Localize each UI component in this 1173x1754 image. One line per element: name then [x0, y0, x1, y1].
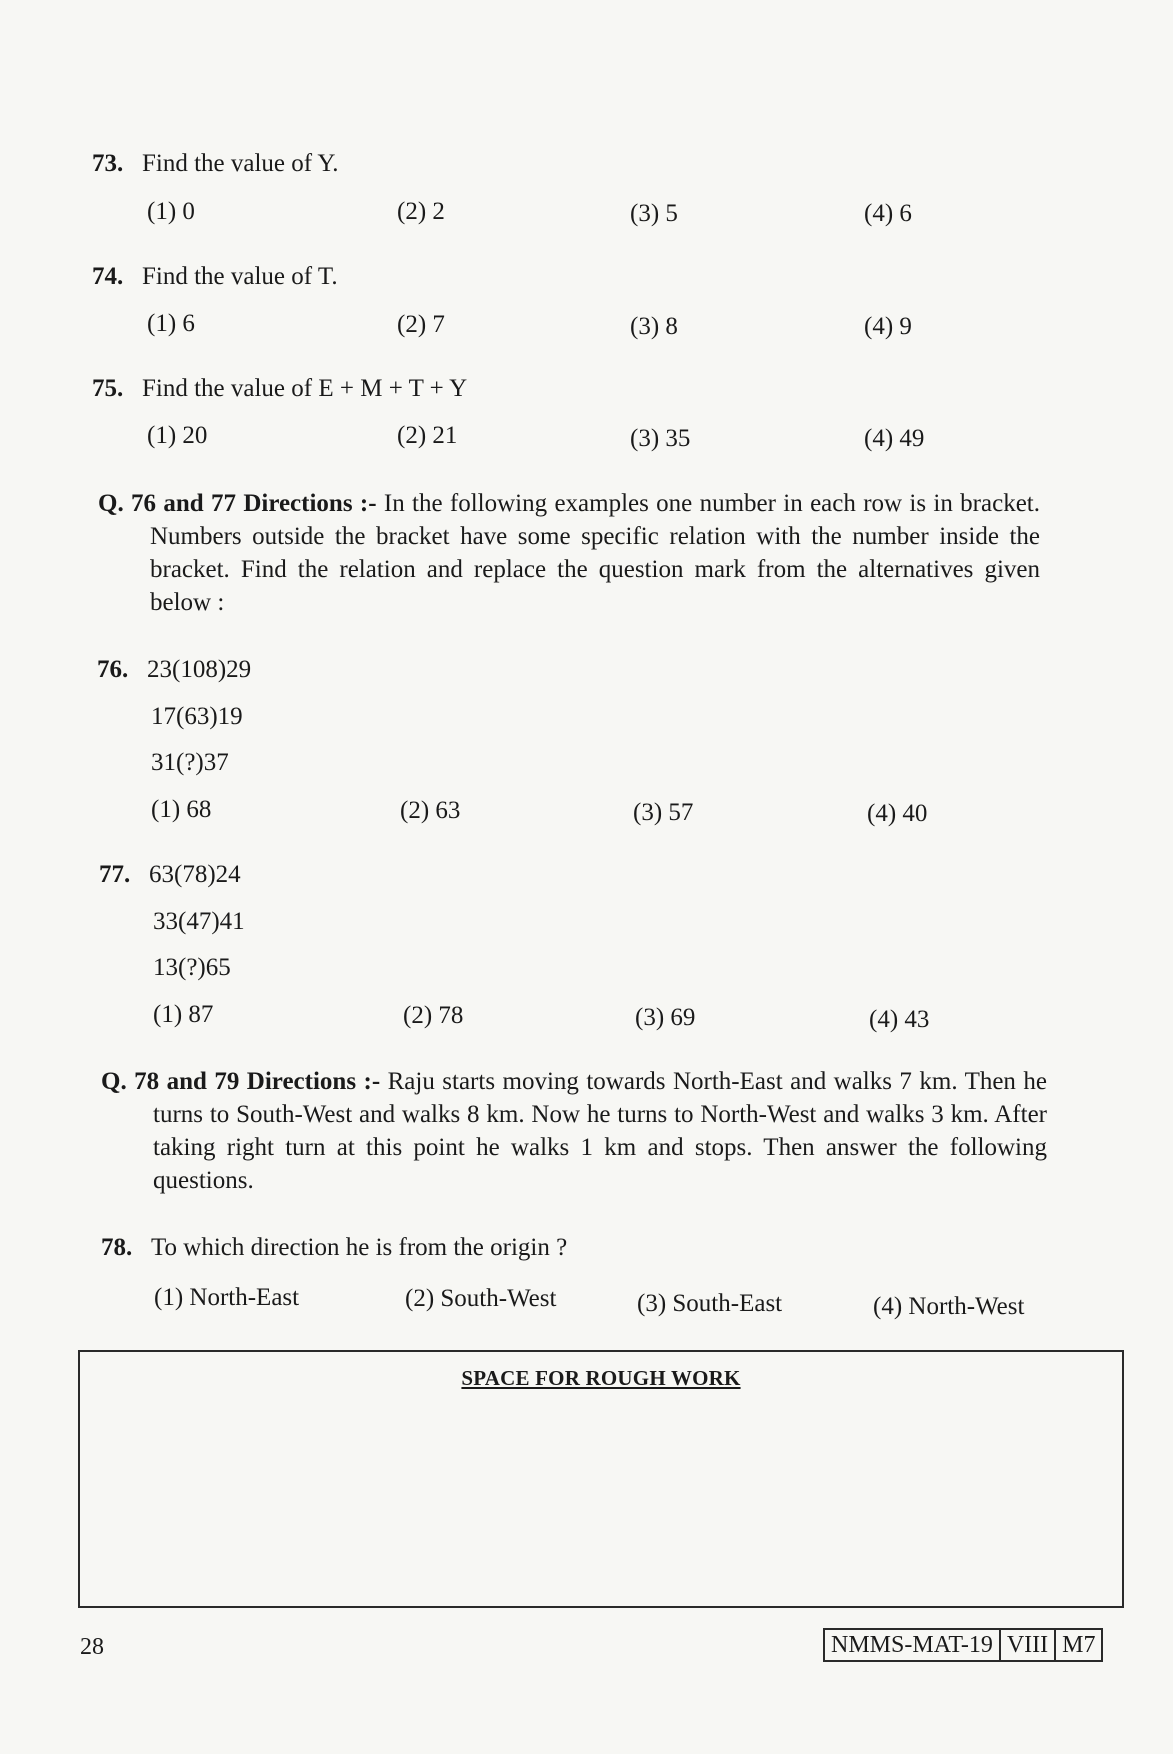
question-text: To which direction he is from the origin ?	[151, 1234, 568, 1261]
option-4: (4) North-West	[873, 1293, 1025, 1320]
option-4: (4) 6	[864, 200, 912, 227]
bracket-row: 13(?)65	[153, 954, 231, 981]
question-number: 76.	[97, 656, 129, 683]
bracket-row: 23(108)29	[147, 656, 252, 683]
option-4: (4) 43	[869, 1006, 930, 1033]
bracket-row: 17(63)19	[151, 703, 243, 730]
option-3: (3) 69	[635, 1004, 696, 1031]
option-3: (3) South-East	[637, 1290, 783, 1317]
question-75	[92, 374, 467, 404]
rough-work-box	[78, 1350, 1124, 1608]
question-number: 74.	[92, 263, 124, 290]
directions-title: Q. 78 and 79 Directions :-	[101, 1068, 381, 1095]
option-2: (2) 63	[400, 797, 461, 824]
question-number: 77.	[99, 861, 131, 888]
question-text: Find the value of E + M + T + Y	[142, 375, 468, 402]
directions-title: Q. 76 and 77 Directions :-	[98, 490, 377, 517]
option-3: (3) 8	[630, 313, 678, 340]
option-2: (2) 2	[397, 198, 445, 225]
option-1: (1) 68	[151, 796, 212, 823]
directions-text: In the following examples one number in each row is in bracket. Numbers outside the bracket have some specific relation with the number inside the bracket. Find the relation and replace the question mark from the alternatives given below :	[150, 490, 1040, 616]
directions-78-79	[101, 1065, 1047, 1197]
question-number: 73.	[92, 150, 124, 177]
question-73	[92, 149, 339, 179]
option-2: (2) South-West	[405, 1285, 557, 1312]
option-1: (1) 87	[153, 1001, 214, 1028]
question-76	[97, 655, 251, 685]
option-4: (4) 49	[864, 425, 925, 452]
directions-text: Raju starts moving towards North-East and walks 7 km. Then he turns to South-West and walks 8 km. Now he turns to North-West and walks 3 km. After taking right turn at this point he walks 1 km and stops. Then answer the following questions.	[153, 1068, 1047, 1194]
bracket-row: 33(47)41	[153, 908, 245, 935]
option-3: (3) 35	[630, 425, 691, 452]
option-2: (2) 78	[403, 1002, 464, 1029]
question-text: Find the value of T.	[142, 263, 338, 290]
question-77	[99, 860, 241, 890]
option-1: (1) North-East	[154, 1284, 300, 1311]
set-code: M7	[1054, 1630, 1101, 1660]
rough-work-title: SPACE FOR ROUGH WORK	[461, 1366, 741, 1390]
directions-76-77	[98, 487, 1040, 619]
option-1: (1) 6	[147, 310, 195, 337]
question-number: 78.	[101, 1234, 133, 1261]
question-number: 75.	[92, 375, 124, 402]
question-text: Find the value of Y.	[142, 150, 339, 177]
option-1: (1) 0	[147, 198, 195, 225]
option-3: (3) 57	[633, 799, 694, 826]
paper-code-box	[823, 1628, 1103, 1662]
bracket-row: 63(78)24	[149, 861, 241, 888]
question-74	[92, 262, 338, 292]
class-code: VIII	[999, 1630, 1054, 1660]
bracket-row: 31(?)37	[151, 749, 229, 776]
question-78	[101, 1233, 567, 1263]
option-3: (3) 5	[630, 200, 678, 227]
option-2: (2) 7	[397, 311, 445, 338]
option-1: (1) 20	[147, 422, 208, 449]
option-2: (2) 21	[397, 422, 458, 449]
page-number: 28	[80, 1634, 104, 1660]
option-4: (4) 9	[864, 313, 912, 340]
paper-code: NMMS-MAT-19	[831, 1632, 993, 1658]
option-4: (4) 40	[867, 800, 928, 827]
